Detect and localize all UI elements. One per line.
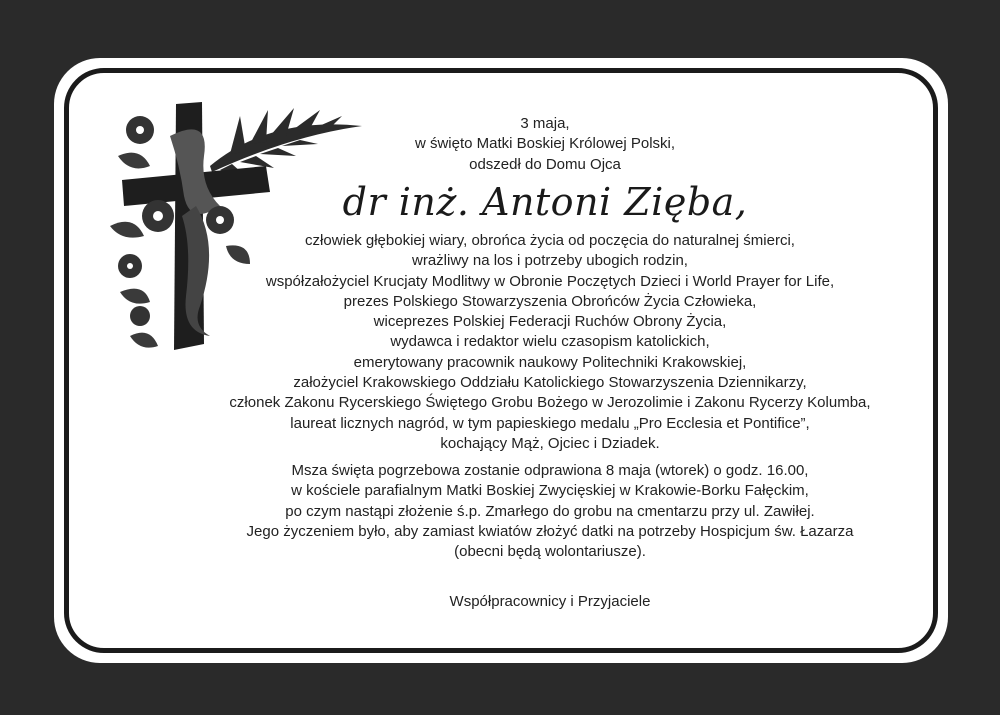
bio-line: członek Zakonu Rycerskiego Świętego Grobu Bożego w Jerozolimie i Zakonu Rycerzy Kolumba, — [229, 394, 871, 412]
bio-line: współzałożyciel Krucjaty Modlitwy w Obronie Poczętych Dzieci i World Prayer for Life, — [265, 272, 835, 290]
intro-line: odszedł do Domu Ojca — [469, 155, 621, 173]
bio-line: laureat licznych nagród, w tym papieskiego medalu „Pro Ecclesia et Pontifice”, — [290, 414, 810, 432]
deceased-name: dr inż. Antoni Zięba, — [342, 180, 748, 224]
bio-line: emerytowany pracownik naukowy Politechniki Krakowskiej, — [353, 353, 747, 371]
bio-line: założyciel Krakowskiego Oddziału Katolickiego Stowarzyszenia Dziennikarzy, — [293, 374, 807, 392]
biography-block — [170, 231, 930, 454]
signature: Współpracownicy i Przyjaciele — [449, 593, 651, 610]
intro-block — [240, 114, 850, 175]
funeral-line: (obecni będą wolontariusze). — [454, 543, 646, 561]
funeral-line: w kościele parafialnym Matki Boskiej Zwycięskiej w Krakowie-Borku Fałęckim, — [291, 482, 809, 500]
bio-line: kochający Mąż, Ojciec i Dziadek. — [440, 434, 660, 452]
funeral-line: Msza święta pogrzebowa zostanie odprawiona 8 maja (wtorek) o godz. 16.00, — [291, 462, 809, 479]
bio-line: wrażliwy na los i potrzeby ubogich rodzin, — [412, 252, 688, 270]
funeral-line: Jego życzeniem było, aby zamiast kwiatów złożyć datki na potrzeby Hospicjum św. Łazarza — [246, 522, 854, 540]
bio-line: wydawca i redaktor wielu czasopism katolickich, — [390, 333, 710, 351]
funeral-info-block — [170, 461, 930, 562]
intro-line: w święto Matki Boskiej Królowej Polski, — [414, 135, 676, 153]
bio-line: wiceprezes Polskiej Federacji Ruchów Obrony Życia, — [373, 313, 727, 331]
bio-line: człowiek głębokiej wiary, obrońca życia od poczęcia do naturalnej śmierci, — [305, 232, 795, 249]
bio-line: prezes Polskiego Stowarzyszenia Obrońców Życia Człowieka, — [343, 292, 757, 310]
intro-line: 3 maja, — [520, 115, 570, 132]
funeral-line: po czym nastąpi złożenie ś.p. Zmarłego do grobu na cmentarzu przy ul. Zawiłej. — [285, 502, 815, 520]
